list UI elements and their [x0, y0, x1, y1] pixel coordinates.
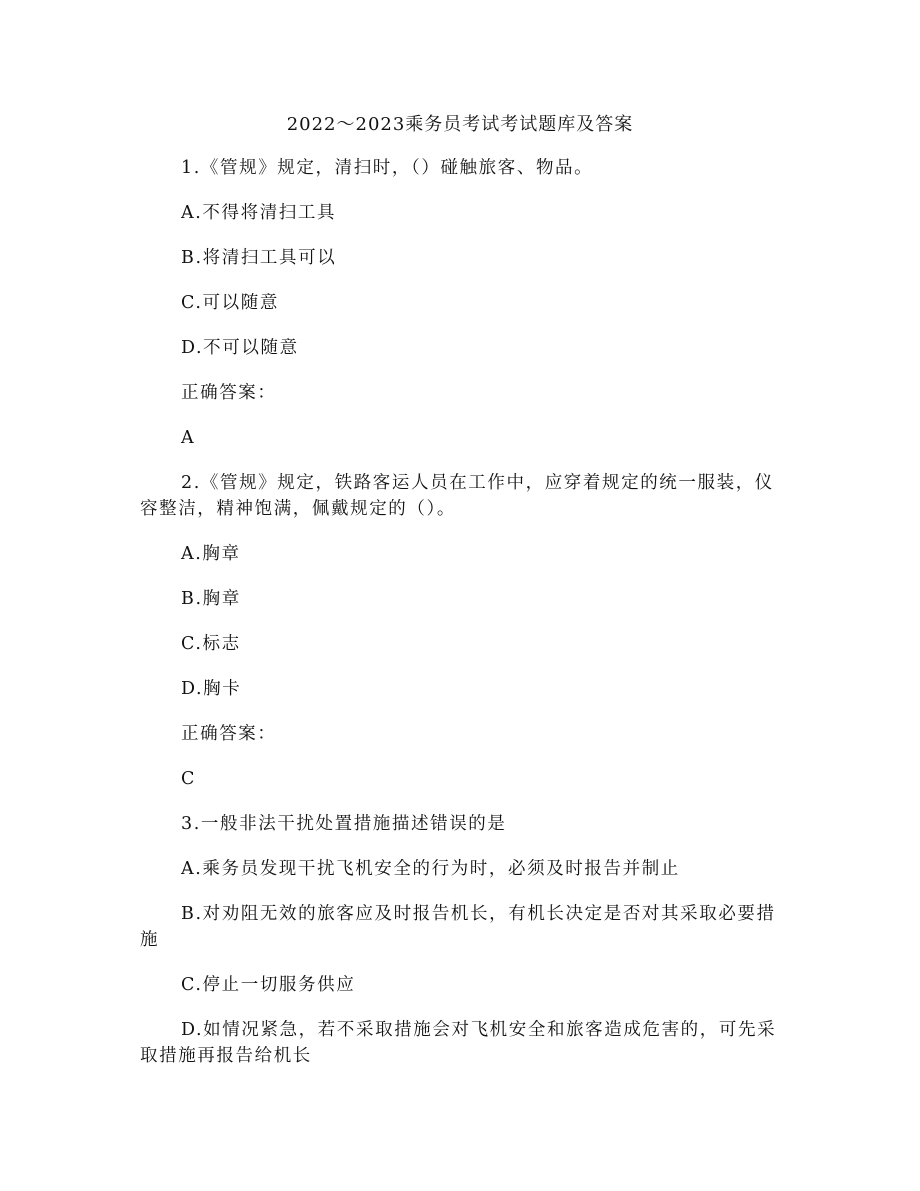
- question-3-option-d: D.如情况紧急，若不采取措施会对飞机安全和旅客造成危害的，可先采取措施再报告给机长: [140, 1020, 777, 1066]
- question-2-answer-label: 正确答案：: [181, 724, 277, 744]
- document-body: [140, 155, 780, 1088]
- question-1-text: 1.《管规》规定，清扫时，（）碰触旅客、物品。: [181, 158, 594, 178]
- document-title: 2022～2023乘务员考试考试题库及答案: [286, 114, 634, 135]
- question-3-option-c: C.停止一切服务供应: [181, 975, 356, 995]
- question-2-answer: C: [181, 769, 196, 789]
- question-1-option-c: C.可以随意: [181, 293, 279, 313]
- question-1-option-a: A.不得将清扫工具: [181, 203, 337, 223]
- question-2-option-b: B.胸章: [181, 589, 241, 609]
- question-3-option-a: A.乘务员发现干扰飞机安全的行为时，必须及时报告并制止: [181, 859, 680, 879]
- question-1-option-b: B.将清扫工具可以: [181, 248, 337, 268]
- question-2-text: 2.《管规》规定，铁路客运人员在工作中，应穿着规定的统一服装，仪容整洁，精神饱满，佩戴规定的（）。: [140, 473, 774, 519]
- question-1-answer-label: 正确答案：: [181, 383, 277, 403]
- question-3-text: 3.一般非法干扰处置措施描述错误的是: [181, 814, 507, 834]
- question-3-option-b: B.对劝阻无效的旅客应及时报告机长，有机长决定是否对其采取必要措施: [140, 904, 776, 950]
- question-1-option-d: D.不可以随意: [181, 338, 299, 358]
- question-2-option-a: A.胸章: [181, 544, 241, 564]
- question-2-option-d: D.胸卡: [181, 679, 242, 699]
- question-2-option-c: C.标志: [181, 634, 241, 654]
- question-1-answer: A: [181, 428, 196, 448]
